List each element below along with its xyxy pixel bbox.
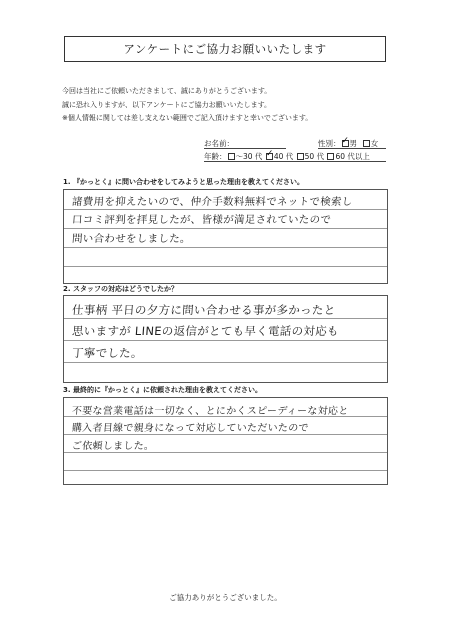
gender-male-checkbox[interactable] [342, 140, 349, 147]
question-3-answer-line: 不要な営業電話は一切なく、とにかくスピーディーな対応と [71, 406, 349, 417]
question-2-answer-line: 思いますが LINEの返信がとても早く電話の対応も [71, 324, 340, 338]
answer-rule [64, 470, 387, 471]
gender-female-checkbox[interactable] [363, 140, 370, 147]
question-3-answer-line: 購入者目線で親身になって対応していただいたので [71, 423, 310, 434]
question-3-label: 3. 最終的に『かっとく』に依頼された理由を教えてください。 [63, 386, 262, 394]
question-1-answer-line: 諸費用を抑えたいので、仲介手数料無料でネットで検索し [71, 196, 353, 208]
answer-rule [64, 318, 387, 319]
answer-rule [64, 228, 387, 229]
age-40-checkbox[interactable] [266, 153, 273, 160]
gender-label: 性別： [318, 139, 341, 148]
gender-underline [318, 148, 386, 149]
answer-rule [64, 452, 387, 453]
question-2-answer-box[interactable] [63, 295, 388, 383]
answer-rule [64, 209, 387, 210]
question-2-answer-line: 仕事柄 平日の夕方に問い合わせる事が多かったと [71, 303, 337, 317]
age-label: 年齢： [204, 152, 227, 161]
answer-rule [64, 340, 387, 341]
answer-rule [64, 247, 387, 248]
question-3-answer-box[interactable] [63, 397, 388, 485]
intro-line: 誠に恐れ入りますが、以下アンケートにご協力お願いいたします。 [62, 100, 272, 109]
answer-rule [64, 266, 387, 267]
intro-line: 今回は当社にご依頼いただきまして、誠にありがとうございます。 [62, 87, 272, 95]
footer-thanks [0, 592, 451, 603]
age-40-label: 40 代 [273, 152, 294, 161]
question-3-answer-line: ご依頼しました。 [71, 441, 155, 452]
question-1-label: 1. 『かっとく』に問い合わせをしてみようと思った理由を教えてください。 [63, 178, 304, 186]
age-60plus-checkbox[interactable] [327, 153, 334, 160]
footer-text: ご協力ありがとうございました。 [169, 593, 282, 602]
age-under30-checkbox[interactable] [228, 153, 235, 160]
age-60plus-label: 60 代以上 [335, 152, 370, 161]
age-50-checkbox[interactable] [297, 153, 304, 160]
age-50-label: 50 代 [304, 152, 325, 161]
name-underline [204, 148, 286, 149]
question-1-answer-line: 問い合わせをしました。 [71, 233, 192, 245]
gender-male-label: 男 [349, 139, 357, 148]
intro-line: ※個人情報に関しては差し支えない範囲でご記入頂けますと幸いでございます。 [62, 114, 313, 122]
age-underline [204, 161, 386, 162]
survey-title-text: アンケートにご協力お願いいたします [123, 42, 327, 56]
gender-female-label: 女 [370, 139, 379, 148]
answer-rule [64, 362, 387, 363]
intro-text [62, 85, 312, 126]
age-under30-label: ～30 代 [235, 152, 263, 161]
answer-rule [64, 434, 387, 435]
question-1-answer-box[interactable] [63, 189, 388, 284]
question-2-label: 2. スタッフの対応はどうでしたか？ [63, 285, 178, 293]
survey-title [64, 36, 386, 62]
name-label: お名前： [204, 139, 234, 148]
question-1-answer-line: 口コミ評判を拝見したが、皆様が満足されていたので [71, 214, 332, 226]
question-2-answer-line: 丁寧でした。 [71, 346, 144, 360]
